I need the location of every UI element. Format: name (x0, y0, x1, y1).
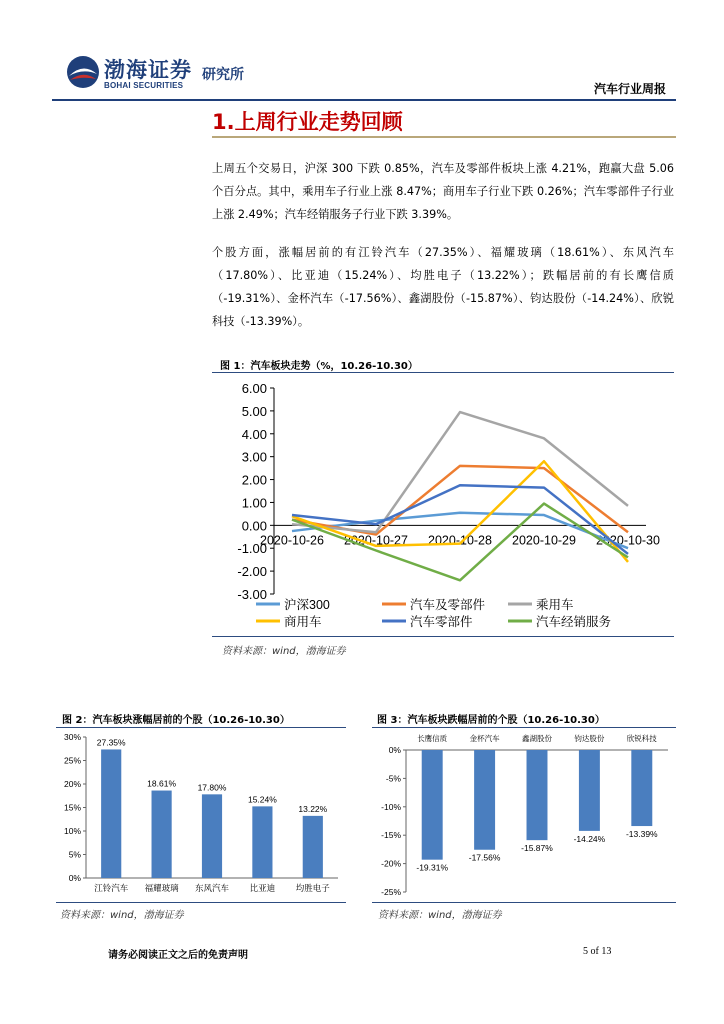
y-tick-label: -1.00 (237, 541, 267, 557)
bar-value-label: 13.22% (298, 803, 328, 814)
bar (474, 750, 495, 850)
figure2-bottom-rule (56, 902, 346, 903)
y-tick-label: 2.00 (241, 472, 267, 488)
y-tick-label: -15% (381, 830, 401, 841)
figure1-source: 资料来源：wind，渤海证券 (222, 646, 346, 657)
company-logo (66, 52, 286, 96)
bar (101, 749, 121, 878)
bar-value-label: -14.24% (573, 833, 606, 844)
logo-english-name: BOHAI SECURITIES (104, 81, 184, 90)
header-divider (52, 99, 676, 101)
y-tick-label: 30% (63, 732, 81, 742)
title-underline (212, 136, 676, 138)
x-tick-label: 2020-10-27 (344, 533, 408, 548)
y-tick-label: 0% (388, 745, 401, 755)
figure2-title: 图 2：汽车板块涨幅居前的个股（10.26-10.30） (62, 715, 290, 726)
y-tick-label: 25% (63, 755, 81, 766)
bar (631, 750, 652, 826)
bar-value-label: -15.87% (521, 843, 553, 854)
sector-trend-line-chart (212, 374, 674, 636)
legend-label: 汽车经销服务 (536, 615, 612, 629)
figure1-title: 图 1：汽车板块走势（%，10.26-10.30） (220, 361, 418, 372)
figure2-source: 资料来源：wind，渤海证券 (60, 910, 184, 921)
figure1-top-rule (212, 372, 674, 373)
y-tick-label: -2.00 (237, 564, 267, 580)
y-tick-label: 5% (68, 849, 81, 860)
legend-label: 汽车及零部件 (410, 598, 486, 612)
logo-chinese-name: 渤海证券 (104, 57, 192, 82)
figure3-source: 资料来源：wind，渤海证券 (378, 910, 502, 921)
bar-value-label: 18.61% (147, 778, 177, 789)
category-label: 福耀玻璃 (144, 883, 179, 893)
category-label: 比亚迪 (249, 883, 276, 893)
summary-paragraph: 上周五个交易日，沪深 300 下跌 0.85%，汽车及零部件板块上涨 4.21%，跑赢大盘 5.06 个百分点。其中，乘用车子行业上涨 8.47%；商用车子行业下跌 0.26%；汽车零部件子行业上涨 2.49%；汽车经销服务子行业下跌 3.39%。 (212, 162, 674, 221)
category-label: 鑫湖股份 (522, 734, 552, 743)
bar (202, 794, 222, 878)
bar-value-label: 17.80% (197, 782, 227, 793)
bar (422, 750, 443, 860)
bar (252, 806, 272, 878)
legend-label: 沪深300 (284, 598, 330, 612)
y-tick-label: 1.00 (241, 495, 267, 511)
y-tick-label: 15% (63, 802, 81, 813)
y-tick-label: 20% (63, 779, 81, 789)
bar (303, 816, 323, 878)
bar-value-label: -19.31% (416, 862, 449, 873)
legend-label: 商用车 (284, 615, 322, 629)
figure3-top-rule (372, 727, 676, 728)
figure1-bottom-rule (212, 636, 674, 637)
y-tick-label: -3.00 (237, 587, 267, 602)
category-label: 江铃汽车 (94, 883, 129, 893)
bar (527, 750, 548, 840)
figure3-title: 图 3：汽车板块跌幅居前的个股（10.26-10.30） (377, 715, 605, 726)
category-label: 钧达股份 (574, 734, 605, 743)
y-tick-label: 0.00 (241, 518, 267, 534)
y-tick-label: 3.00 (241, 449, 267, 465)
disclaimer-note: 请务必阅读正文之后的免责声明 (108, 950, 248, 961)
y-tick-label: -5% (385, 773, 401, 784)
bar (579, 750, 600, 831)
top-gainers-bar-chart (56, 729, 346, 901)
institute-name: 研究所 (202, 67, 244, 83)
bohai-logo-icon (66, 54, 100, 90)
x-tick-label: 2020-10-30 (596, 533, 660, 548)
y-tick-label: 6.00 (241, 381, 267, 396)
bar (152, 791, 172, 878)
stocks-paragraph: 个股方面，涨幅居前的有江铃汽车（27.35%）、福耀玻璃（18.61%）、东风汽车（17.80%）、比亚迪（15.24%）、均胜电子（13.22%）；跌幅居前的有长鹰信质（-19.31%）、金杯汽车（-17.56%）、鑫湖股份（-15.87%）、钧达股份（-14.24%）、欣锐科技（-13.39%）。 (212, 246, 674, 328)
x-tick-label: 2020-10-28 (428, 533, 492, 548)
bar-value-label: 27.35% (96, 737, 126, 748)
category-label: 长鹰信质 (417, 734, 448, 743)
y-tick-label: 4.00 (241, 426, 267, 442)
category-label: 欣锐科技 (626, 734, 657, 743)
figure3-bottom-rule (372, 902, 676, 903)
bar-value-label: 15.24% (247, 794, 277, 805)
bar-value-label: -13.39% (625, 829, 658, 840)
y-tick-label: -20% (381, 858, 401, 869)
legend-label: 乘用车 (536, 598, 574, 612)
section-title: 1.上周行业走势回顾 (212, 110, 403, 134)
y-tick-label: -25% (381, 887, 401, 897)
y-tick-label: 5.00 (241, 403, 267, 419)
category-label: 金杯汽车 (469, 734, 500, 743)
y-tick-label: 0% (68, 873, 81, 883)
x-tick-label: 2020-10-29 (512, 533, 576, 548)
page-number: 5 of 13 (583, 946, 612, 957)
x-tick-label: 2020-10-26 (260, 533, 324, 548)
bar-value-label: -17.56% (468, 852, 501, 863)
category-label: 东风汽车 (194, 883, 230, 893)
category-label: 均胜电子 (295, 883, 330, 893)
legend-label: 汽车零部件 (410, 615, 473, 629)
y-tick-label: 10% (63, 826, 81, 836)
figure2-top-rule (56, 727, 346, 728)
top-losers-bar-chart (372, 729, 676, 901)
y-tick-label: -10% (381, 801, 401, 812)
report-type: 汽车行业周报 (593, 82, 666, 96)
